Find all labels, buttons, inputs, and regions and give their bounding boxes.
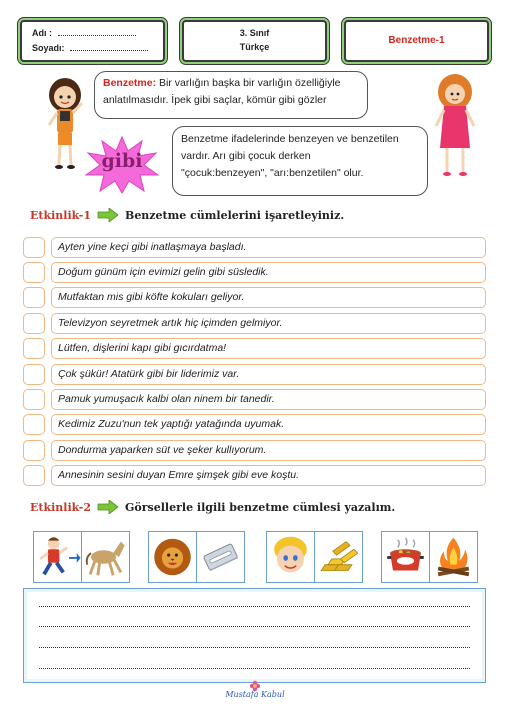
grade-label: 3. Sınıf (239, 28, 270, 38)
class-info-box (182, 20, 327, 62)
surname-label: Soyadı: (32, 43, 65, 53)
activity2-heading (30, 500, 395, 514)
activity2-label: Etkinlik-2 (30, 500, 92, 514)
list-item (23, 262, 486, 283)
list-item (23, 237, 486, 258)
sentence: Lütfen, dişlerini kapı gibi gıcırdatma! (51, 338, 486, 359)
girl-left-illustration (40, 73, 90, 173)
sentence: Televizyon seyretmek artık hiç içimden gelmiyor. (51, 313, 486, 334)
sentence: Ayten yine keçi gibi inatlaşmaya başladı. (51, 237, 486, 258)
blond-boy-face-icon (267, 532, 314, 582)
sentence: Annesinin sesini duyan Emre şimşek gibi eve koştu. (51, 465, 486, 486)
green-arrow-icon (97, 500, 119, 514)
boiling-pot-icon (382, 532, 429, 582)
name-field[interactable] (58, 30, 136, 36)
list-item (23, 440, 486, 461)
sentence: Doğum günüm için evimizi gelin gibi süsledik. (51, 262, 486, 283)
sentence: Dondurma yaparken süt ve şeker kullıyorum. (51, 440, 486, 461)
writing-line[interactable] (39, 647, 470, 648)
name-label: Adı : (32, 28, 52, 38)
list-item (23, 414, 486, 435)
gibi-word: gibi (101, 150, 143, 172)
list-item (23, 287, 486, 308)
definition-bubble (94, 71, 368, 119)
sentence: Kedimiz Zuzu'nun tek yaptığı yatağında uyumak. (51, 414, 486, 435)
horse-icon (82, 532, 129, 582)
running-boy-icon (34, 532, 81, 582)
activity1-instruction: Benzetme cümlelerini işaretleyiniz. (125, 208, 345, 222)
checkbox[interactable] (23, 237, 45, 258)
topic-box (344, 20, 489, 62)
green-arrow-icon (97, 208, 119, 222)
list-item (23, 313, 486, 334)
checkbox[interactable] (23, 313, 45, 334)
activity2-instruction: Görsellerle ilgili benzetme cümlesi yazalım. (125, 500, 396, 514)
activity1-label: Etkinlik-1 (30, 208, 92, 222)
razor-blade-icon (197, 532, 244, 582)
image-pair-boy-gold (266, 531, 363, 583)
list-item (23, 364, 486, 385)
explanation-line2: vardır. Arı gibi çocuk derken (181, 150, 311, 162)
activity1-heading (30, 208, 344, 222)
checkbox[interactable] (23, 262, 45, 283)
checkbox[interactable] (23, 364, 45, 385)
explanation-line3: "çocuk:benzeyen", "arı:benzetilen" olur. (181, 167, 364, 179)
sentence: Pamuk yumuşacık kalbi olan ninem bir tanedir. (51, 389, 486, 410)
image-pair-pot-fire (381, 531, 478, 583)
checkbox[interactable] (23, 338, 45, 359)
student-info-box (20, 20, 165, 62)
sentence: Mutfaktan mis gibi köfte kokuları geliyor. (51, 287, 486, 308)
list-item (23, 465, 486, 486)
subject-label: Türkçe (239, 42, 270, 52)
explanation-line1: Benzetme ifadelerinde benzeyen ve benzetilen (181, 133, 399, 145)
surname-row (32, 43, 148, 53)
girl-right-illustration (430, 72, 480, 182)
checkbox[interactable] (23, 465, 45, 486)
image-pair-lion-blade (148, 531, 245, 583)
list-item (23, 389, 486, 410)
writing-line[interactable] (39, 668, 470, 669)
writing-line[interactable] (39, 606, 470, 607)
sentence: Çok şükür! Atatürk gibi bir liderimiz var. (51, 364, 486, 385)
name-row (32, 28, 136, 38)
lion-icon (149, 532, 196, 582)
campfire-icon (430, 532, 477, 582)
checkbox[interactable] (23, 287, 45, 308)
gold-bars-icon (315, 532, 362, 582)
writing-line[interactable] (39, 626, 470, 627)
topic-title: Benzetme-1 (388, 35, 445, 46)
list-item (23, 338, 486, 359)
writing-area[interactable] (23, 588, 486, 683)
checkbox[interactable] (23, 389, 45, 410)
definition-line2: anlatılmasıdır. İpek gibi saçlar, kömür gibi gözler (103, 94, 327, 106)
checkbox[interactable] (23, 414, 45, 435)
checkbox[interactable] (23, 440, 45, 461)
author-signature: Mustafa Kabul (225, 690, 285, 699)
definition-term: Benzetme: (103, 77, 157, 89)
explanation-bubble (172, 126, 428, 196)
definition-line1: Bir varlığın başka bir varlığın özelliğiyle (156, 77, 341, 89)
surname-field[interactable] (70, 45, 148, 51)
image-pair-boy-horse (33, 531, 130, 583)
